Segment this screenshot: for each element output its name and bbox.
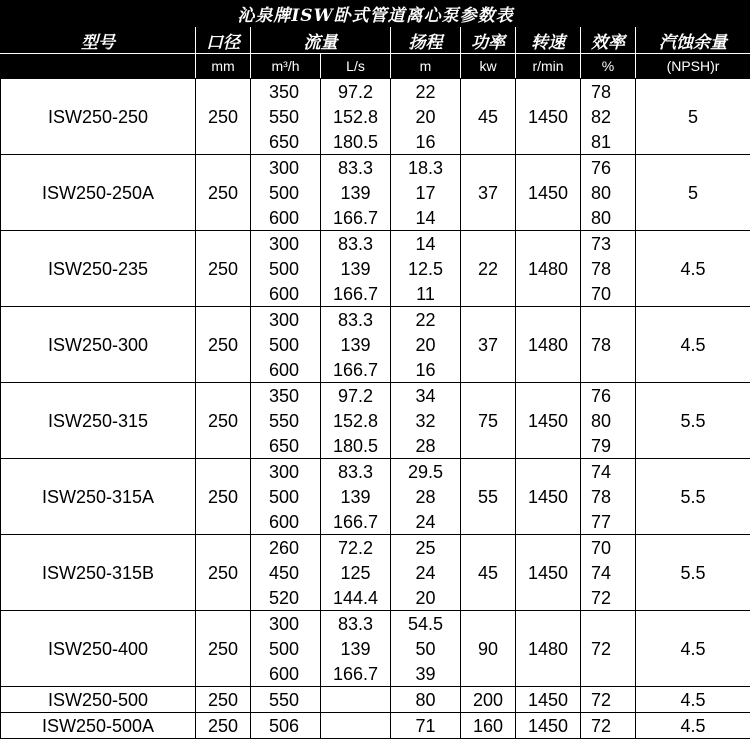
efficiency-cell: 72 bbox=[581, 611, 636, 687]
header-caliber: 口径 bbox=[196, 27, 251, 54]
flow-m3h-cell: 550 bbox=[251, 104, 321, 129]
flow-ls-cell: 83.3 bbox=[321, 307, 391, 333]
head-cell: 28 bbox=[391, 484, 461, 509]
flow-ls-cell: 152.8 bbox=[321, 408, 391, 433]
power-cell: 90 bbox=[461, 611, 516, 687]
unit-head: m bbox=[391, 54, 461, 79]
caliber-cell: 250 bbox=[196, 155, 251, 231]
unit-model bbox=[1, 54, 196, 79]
head-cell: 17 bbox=[391, 180, 461, 205]
table-row bbox=[1, 307, 750, 333]
table-row bbox=[1, 459, 750, 485]
header-head: 扬程 bbox=[391, 27, 461, 54]
npsh-cell: 5.5 bbox=[636, 535, 750, 611]
head-cell: 14 bbox=[391, 205, 461, 231]
flow-ls-cell: 144.4 bbox=[321, 585, 391, 611]
header-efficiency: 效率 bbox=[581, 27, 636, 54]
efficiency-cell: 73 bbox=[581, 231, 636, 257]
efficiency-cell: 76 bbox=[581, 383, 636, 409]
npsh-cell: 4.5 bbox=[636, 687, 750, 713]
head-cell: 25 bbox=[391, 535, 461, 561]
model-cell: ISW250-315B bbox=[1, 535, 196, 611]
unit-flow-ls: L/s bbox=[321, 54, 391, 79]
efficiency-cell: 72 bbox=[581, 585, 636, 611]
flow-ls-cell: 139 bbox=[321, 180, 391, 205]
speed-cell: 1450 bbox=[516, 383, 581, 459]
head-cell: 34 bbox=[391, 383, 461, 409]
head-cell: 32 bbox=[391, 408, 461, 433]
flow-m3h-cell: 600 bbox=[251, 357, 321, 383]
flow-ls-cell: 152.8 bbox=[321, 104, 391, 129]
flow-m3h-cell: 500 bbox=[251, 256, 321, 281]
caliber-cell: 250 bbox=[196, 307, 251, 383]
head-cell: 22 bbox=[391, 307, 461, 333]
table-row bbox=[1, 155, 750, 181]
flow-m3h-cell: 500 bbox=[251, 332, 321, 357]
flow-m3h-cell: 500 bbox=[251, 180, 321, 205]
flow-m3h-cell: 450 bbox=[251, 560, 321, 585]
table-row bbox=[1, 611, 750, 637]
flow-m3h-cell: 600 bbox=[251, 661, 321, 687]
efficiency-cell: 70 bbox=[581, 535, 636, 561]
flow-ls-cell: 83.3 bbox=[321, 231, 391, 257]
speed-cell: 1480 bbox=[516, 611, 581, 687]
efficiency-cell: 78 bbox=[581, 307, 636, 383]
flow-ls-cell bbox=[321, 713, 391, 739]
caliber-cell: 250 bbox=[196, 535, 251, 611]
flow-ls-cell bbox=[321, 687, 391, 713]
caliber-cell: 250 bbox=[196, 79, 251, 155]
head-cell: 18.3 bbox=[391, 155, 461, 181]
efficiency-cell: 80 bbox=[581, 205, 636, 231]
efficiency-cell: 81 bbox=[581, 129, 636, 155]
speed-cell: 1450 bbox=[516, 535, 581, 611]
flow-ls-cell: 139 bbox=[321, 484, 391, 509]
efficiency-cell: 78 bbox=[581, 484, 636, 509]
flow-m3h-cell: 300 bbox=[251, 231, 321, 257]
flow-ls-cell: 97.2 bbox=[321, 79, 391, 105]
npsh-cell: 4.5 bbox=[636, 611, 750, 687]
flow-ls-cell: 166.7 bbox=[321, 281, 391, 307]
unit-caliber: mm bbox=[196, 54, 251, 79]
power-cell: 37 bbox=[461, 155, 516, 231]
model-cell: ISW250-500A bbox=[1, 713, 196, 739]
power-cell: 200 bbox=[461, 687, 516, 713]
model-cell: ISW250-315 bbox=[1, 383, 196, 459]
model-cell: ISW250-300 bbox=[1, 307, 196, 383]
efficiency-cell: 74 bbox=[581, 560, 636, 585]
flow-m3h-cell: 550 bbox=[251, 687, 321, 713]
head-cell: 20 bbox=[391, 585, 461, 611]
head-cell: 29.5 bbox=[391, 459, 461, 485]
npsh-cell: 5 bbox=[636, 155, 750, 231]
table-row bbox=[1, 713, 750, 739]
efficiency-cell: 79 bbox=[581, 433, 636, 459]
head-cell: 11 bbox=[391, 281, 461, 307]
npsh-cell: 5.5 bbox=[636, 459, 750, 535]
flow-ls-cell: 83.3 bbox=[321, 611, 391, 637]
head-cell: 50 bbox=[391, 636, 461, 661]
head-cell: 24 bbox=[391, 509, 461, 535]
flow-ls-cell: 180.5 bbox=[321, 129, 391, 155]
unit-efficiency: % bbox=[581, 54, 636, 79]
caliber-cell: 250 bbox=[196, 611, 251, 687]
model-cell: ISW250-400 bbox=[1, 611, 196, 687]
head-cell: 39 bbox=[391, 661, 461, 687]
power-cell: 160 bbox=[461, 713, 516, 739]
unit-power: kw bbox=[461, 54, 516, 79]
flow-ls-cell: 97.2 bbox=[321, 383, 391, 409]
flow-m3h-cell: 650 bbox=[251, 433, 321, 459]
head-cell: 14 bbox=[391, 231, 461, 257]
efficiency-cell: 70 bbox=[581, 281, 636, 307]
table-body bbox=[1, 79, 750, 739]
speed-cell: 1450 bbox=[516, 713, 581, 739]
header-npsh: 汽蚀余量 bbox=[636, 27, 750, 54]
flow-m3h-cell: 600 bbox=[251, 281, 321, 307]
table-row bbox=[1, 231, 750, 257]
flow-m3h-cell: 600 bbox=[251, 205, 321, 231]
unit-npsh: (NPSH)r bbox=[636, 54, 750, 79]
efficiency-cell: 72 bbox=[581, 687, 636, 713]
head-cell: 16 bbox=[391, 129, 461, 155]
caliber-cell: 250 bbox=[196, 459, 251, 535]
flow-ls-cell: 83.3 bbox=[321, 155, 391, 181]
flow-ls-cell: 139 bbox=[321, 256, 391, 281]
speed-cell: 1480 bbox=[516, 231, 581, 307]
head-cell: 71 bbox=[391, 713, 461, 739]
caliber-cell: 250 bbox=[196, 687, 251, 713]
head-cell: 16 bbox=[391, 357, 461, 383]
flow-m3h-cell: 300 bbox=[251, 459, 321, 485]
model-cell: ISW250-315A bbox=[1, 459, 196, 535]
table-row bbox=[1, 687, 750, 713]
efficiency-cell: 76 bbox=[581, 155, 636, 181]
flow-m3h-cell: 300 bbox=[251, 611, 321, 637]
flow-m3h-cell: 506 bbox=[251, 713, 321, 739]
table-row bbox=[1, 535, 750, 561]
efficiency-cell: 80 bbox=[581, 408, 636, 433]
caliber-cell: 250 bbox=[196, 231, 251, 307]
head-cell: 28 bbox=[391, 433, 461, 459]
npsh-cell: 4.5 bbox=[636, 713, 750, 739]
efficiency-cell: 72 bbox=[581, 713, 636, 739]
model-cell: ISW250-250 bbox=[1, 79, 196, 155]
flow-ls-cell: 166.7 bbox=[321, 205, 391, 231]
header-power: 功率 bbox=[461, 27, 516, 54]
flow-m3h-cell: 300 bbox=[251, 155, 321, 181]
flow-m3h-cell: 350 bbox=[251, 79, 321, 105]
speed-cell: 1450 bbox=[516, 79, 581, 155]
flow-ls-cell: 139 bbox=[321, 636, 391, 661]
model-cell: ISW250-250A bbox=[1, 155, 196, 231]
power-cell: 22 bbox=[461, 231, 516, 307]
flow-m3h-cell: 500 bbox=[251, 484, 321, 509]
flow-ls-cell: 83.3 bbox=[321, 459, 391, 485]
head-cell: 80 bbox=[391, 687, 461, 713]
efficiency-cell: 82 bbox=[581, 104, 636, 129]
unit-flow-m3h: m³/h bbox=[251, 54, 321, 79]
flow-ls-cell: 166.7 bbox=[321, 509, 391, 535]
flow-m3h-cell: 500 bbox=[251, 636, 321, 661]
flow-m3h-cell: 350 bbox=[251, 383, 321, 409]
caliber-cell: 250 bbox=[196, 383, 251, 459]
npsh-cell: 5 bbox=[636, 79, 750, 155]
header-flow: 流量 bbox=[251, 27, 391, 54]
flow-m3h-cell: 600 bbox=[251, 509, 321, 535]
flow-ls-cell: 125 bbox=[321, 560, 391, 585]
caliber-cell: 250 bbox=[196, 713, 251, 739]
table-title: 沁泉牌ISW卧式管道离心泵参数表 bbox=[1, 1, 750, 27]
head-cell: 12.5 bbox=[391, 256, 461, 281]
speed-cell: 1450 bbox=[516, 459, 581, 535]
head-cell: 24 bbox=[391, 560, 461, 585]
flow-ls-cell: 139 bbox=[321, 332, 391, 357]
npsh-cell: 5.5 bbox=[636, 383, 750, 459]
efficiency-cell: 74 bbox=[581, 459, 636, 485]
head-cell: 20 bbox=[391, 104, 461, 129]
power-cell: 55 bbox=[461, 459, 516, 535]
flow-ls-cell: 72.2 bbox=[321, 535, 391, 561]
efficiency-cell: 80 bbox=[581, 180, 636, 205]
efficiency-cell: 78 bbox=[581, 256, 636, 281]
flow-ls-cell: 166.7 bbox=[321, 661, 391, 687]
flow-ls-cell: 166.7 bbox=[321, 357, 391, 383]
flow-m3h-cell: 260 bbox=[251, 535, 321, 561]
speed-cell: 1450 bbox=[516, 687, 581, 713]
power-cell: 45 bbox=[461, 535, 516, 611]
model-cell: ISW250-500 bbox=[1, 687, 196, 713]
flow-m3h-cell: 520 bbox=[251, 585, 321, 611]
unit-speed: r/min bbox=[516, 54, 581, 79]
flow-m3h-cell: 300 bbox=[251, 307, 321, 333]
header-speed: 转速 bbox=[516, 27, 581, 54]
table-row bbox=[1, 79, 750, 105]
efficiency-cell: 78 bbox=[581, 79, 636, 105]
efficiency-cell: 77 bbox=[581, 509, 636, 535]
head-cell: 22 bbox=[391, 79, 461, 105]
header-model: 型号 bbox=[1, 27, 196, 54]
power-cell: 37 bbox=[461, 307, 516, 383]
model-cell: ISW250-235 bbox=[1, 231, 196, 307]
speed-cell: 1450 bbox=[516, 155, 581, 231]
flow-ls-cell: 180.5 bbox=[321, 433, 391, 459]
table-row bbox=[1, 383, 750, 409]
speed-cell: 1480 bbox=[516, 307, 581, 383]
npsh-cell: 4.5 bbox=[636, 231, 750, 307]
power-cell: 75 bbox=[461, 383, 516, 459]
flow-m3h-cell: 550 bbox=[251, 408, 321, 433]
head-cell: 20 bbox=[391, 332, 461, 357]
flow-m3h-cell: 650 bbox=[251, 129, 321, 155]
npsh-cell: 4.5 bbox=[636, 307, 750, 383]
head-cell: 54.5 bbox=[391, 611, 461, 637]
power-cell: 45 bbox=[461, 79, 516, 155]
